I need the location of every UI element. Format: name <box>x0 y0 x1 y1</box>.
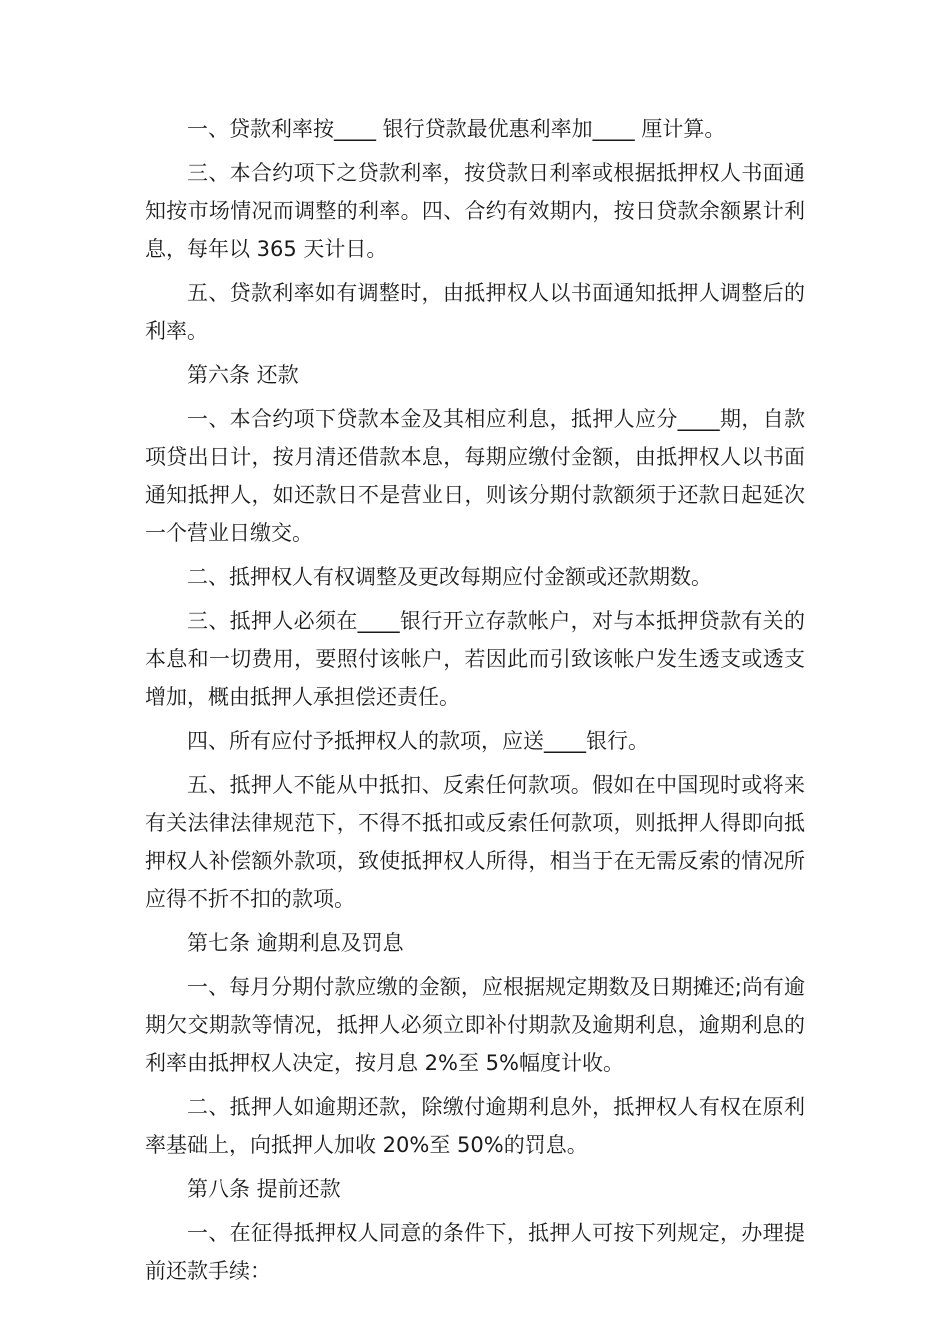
heading-article-6: 第六条 还款 <box>187 363 299 387</box>
paragraph-bank-account: 三、抵押人必须在____银行开立存款帐户，对与本抵押贷款有关的本息和一切费用，要照付该帐户，若因此而引致该帐户发生透支或透支增加，概由抵押人承担偿还责任。 <box>145 609 805 709</box>
paragraph-repayment-installments: 一、本合约项下贷款本金及其相应利息，抵押人应分____期，自款项贷出日计，按月清还借款本息，每期应缴付金额，由抵押权人以书面通知抵押人，如还款日不是营业日，则该分期付款额须于还款日起延次一个营业日缴交。 <box>145 407 805 545</box>
paragraph-payment-bank: 四、所有应付予抵押权人的款项，应送____银行。 <box>187 729 649 753</box>
heading-article-8: 第八条 提前还款 <box>187 1177 341 1201</box>
paragraph-interest-rate: 一、贷款利率按____ 银行贷款最优惠利率加____ 厘计算。 <box>187 117 726 141</box>
paragraph-no-deduction: 五、抵押人不能从中抵扣、反索任何款项。假如在中国现时或将来有关法律法律规范下，不得不抵扣或反索任何款项，则抵押人得即向抵押权人补偿额外款项，致使抵押权人所得，相当于在无需反索的情况所应得不折不扣的款项。 <box>145 773 805 911</box>
document-body <box>145 110 805 1296</box>
paragraph-repayment-adjustment: 二、抵押权人有权调整及更改每期应付金额或还款期数。 <box>187 565 712 589</box>
paragraph-overdue-interest: 一、每月分期付款应缴的金额，应根据规定期数及日期摊还;尚有逾期欠交期款等情况，抵押人必须立即补付期款及逾期利息，逾期利息的利率由抵押权人决定，按月息 2%至 5%幅度计收。 <box>145 975 805 1075</box>
paragraph-interest-adjustment: 三、本合约项下之贷款利率，按贷款日利率或根据抵押权人书面通知按市场情况而调整的利率。四、合约有效期内，按日贷款余额累计利息，每年以 365 天计日。 <box>145 161 805 261</box>
paragraph-early-repayment: 一、在征得抵押权人同意的条件下，抵押人可按下列规定，办理提前还款手续： <box>145 1221 805 1283</box>
paragraph-penalty-interest: 二、抵押人如逾期还款，除缴付逾期利息外，抵押权人有权在原利率基础上，向抵押人加收 20%至 50%的罚息。 <box>145 1095 805 1157</box>
heading-article-7: 第七条 逾期利息及罚息 <box>187 931 404 955</box>
paragraph-rate-notice: 五、贷款利率如有调整时，由抵押权人以书面通知抵押人调整后的利率。 <box>145 281 805 343</box>
